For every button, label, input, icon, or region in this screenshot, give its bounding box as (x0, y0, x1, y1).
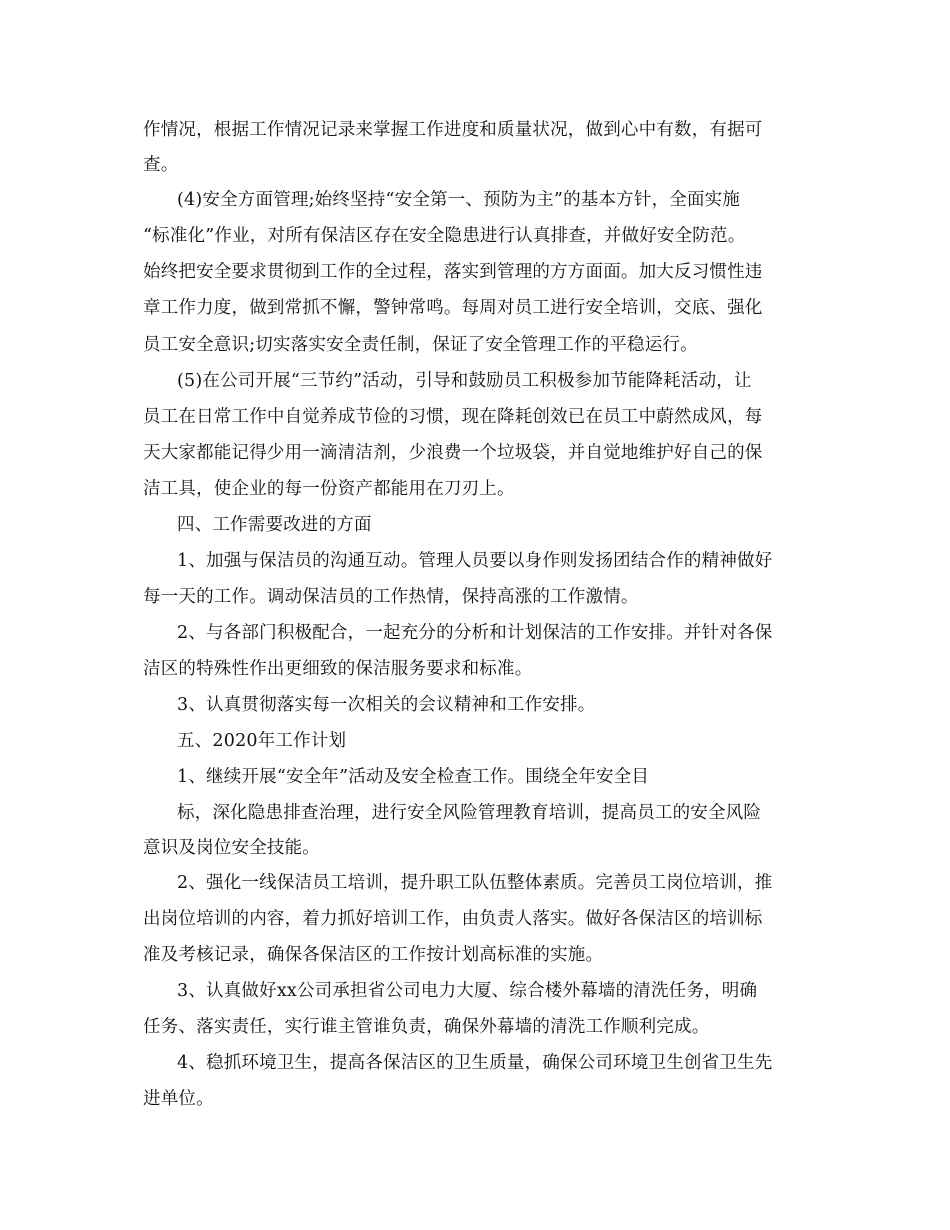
paragraph-line: 每一天的工作。调动保洁员的工作热情，保持高涨的工作激情。 (143, 587, 639, 607)
paragraph-line: 标，深化隐患排查治理，进行安全风险管理教育培训，提高员工的安全风险 (177, 803, 762, 823)
paragraph-line: 洁工具，使企业的每一份资产都能用在刀刃上。 (143, 479, 515, 499)
paragraph-line: 意识及岗位安全技能。 (143, 838, 320, 858)
paragraph-line: 章工作力度，做到常抓不懈，警钟常鸣。每周对员工进行安全培训，交底、强化 (143, 298, 763, 318)
paragraph-line: 洁区的特殊性作出更细致的保洁服务要求和标准。 (143, 659, 533, 679)
paragraph-line: 3、认真贯彻落实每一次相关的会议精神和工作安排。 (177, 695, 596, 715)
section-heading: 五、2020年工作计划 (177, 731, 347, 751)
paragraph-line: (5)在公司开展“三节约”活动，引导和鼓励员工积极参加节能降耗活动，让 (177, 371, 752, 391)
paragraph-line: 准及考核记录，确保各保洁区的工作按计划高标准的实施。 (143, 945, 604, 965)
paragraph-line: 任务、落实责任，实行谁主管谁负责，确保外幕墙的清洗工作顺利完成。 (143, 1017, 710, 1037)
paragraph-line: 出岗位培训的内容，着力抓好培训工作，由负责人落实。做好各保洁区的培训标 (143, 909, 763, 929)
paragraph-line: 1、继续开展“安全年”活动及安全检查工作。围绕全年安全目 (177, 767, 650, 787)
paragraph-line: 始终把安全要求贯彻到工作的全过程，落实到管理的方方面面。加大反习惯性违 (143, 262, 763, 282)
paragraph-line: 员工在日常工作中自觉养成节俭的习惯，现在降耗创效已在员工中蔚然成风，每 (143, 407, 763, 427)
paragraph-line: 作情况，根据工作情况记录来掌握工作进度和质量状况，做到心中有数，有据可 (143, 120, 763, 140)
paragraph-line: (4)安全方面管理;始终坚持“安全第一、预防为主”的基本方针，全面实施 (177, 190, 741, 210)
paragraph-line: 员工安全意识;切实落实安全责任制，保证了安全管理工作的平稳运行。 (143, 335, 698, 355)
paragraph-line: 4、稳抓环境卫生，提高各保洁区的卫生质量，确保公司环境卫生创省卫生先 (177, 1053, 773, 1073)
paragraph-line: 天大家都能记得少用一滴清洁剂，少浪费一个垃圾袋，并自觉地维护好自己的保 (143, 443, 763, 463)
paragraph-line: 2、与各部门积极配合，一起充分的分析和计划保洁的工作安排。并针对各保 (177, 623, 773, 643)
paragraph-line: 2、强化一线保洁员工培训，提升职工队伍整体素质。完善员工岗位培训，推 (177, 873, 773, 893)
paragraph-line: 进单位。 (143, 1089, 214, 1109)
paragraph-line: 3、认真做好xx公司承担省公司电力大厦、综合楼外幕墙的清洗任务，明确 (177, 981, 758, 1001)
paragraph-line: 1、加强与保洁员的沟通互动。管理人员要以身作则发扬团结合作的精神做好 (177, 551, 773, 571)
section-heading: 四、工作需要改进的方面 (177, 515, 372, 535)
paragraph-line: 查。 (143, 155, 179, 175)
paragraph-line: “标准化”作业，对所有保洁区存在安全隐患进行认真排查，并做好安全防范。 (143, 226, 746, 246)
